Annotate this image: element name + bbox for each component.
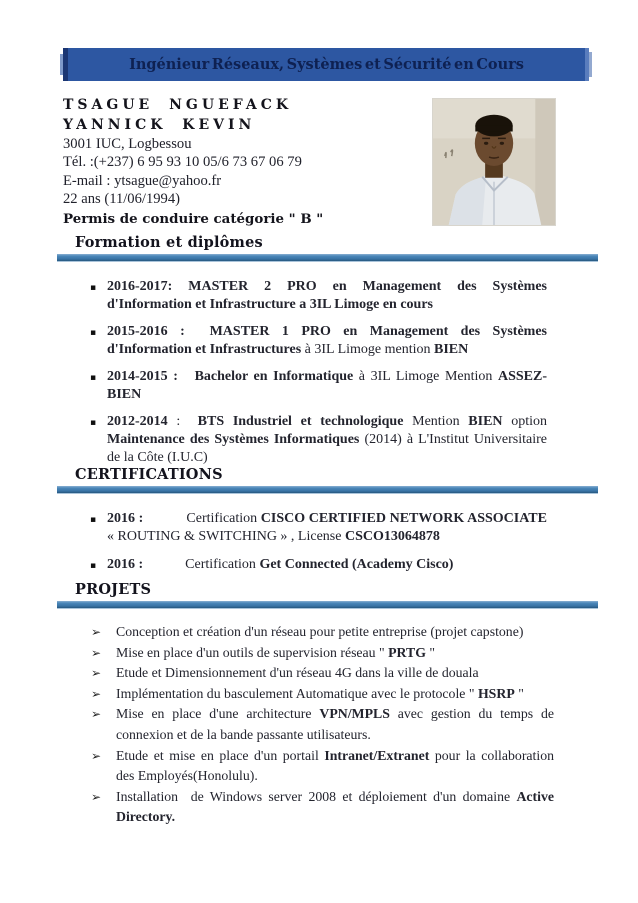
education-item (90, 278, 547, 314)
project-item (90, 643, 554, 664)
education-item (90, 368, 547, 404)
formation-section-title: Formation et diplômes (75, 234, 263, 251)
project-item-text: Installation de Windows server 2008 et déploiement d'un domaine Active Directory. (116, 788, 554, 825)
license-line: Permis de conduire catégorie " B " (63, 210, 324, 227)
project-item (90, 704, 554, 745)
education-item (90, 413, 547, 467)
project-item (90, 746, 554, 787)
project-item (90, 663, 554, 684)
arrow-bullet-icon: ➢ (91, 748, 102, 763)
certification-item-text: 2016 : Certification CISCO CERTIFIED NETWORK ASSOCIATE « ROUTING & SWITCHING » , License CSCO13064878 (107, 511, 547, 544)
square-bullet-icon: ▪ (90, 373, 97, 383)
arrow-bullet-icon: ➢ (91, 686, 102, 701)
project-item (90, 787, 554, 828)
project-item (90, 684, 554, 705)
square-bullet-icon: ▪ (90, 328, 97, 338)
banner-title: Ingénieur Réseaux, Systèmes et Sécurité en Cours (129, 56, 524, 73)
project-item-text: Etude et Dimensionnement d'un réseau 4G dans la ville de douala (116, 665, 479, 681)
phone-line: Tél. :(+237) 6 95 93 10 05/6 73 67 06 79 (63, 154, 302, 171)
square-bullet-icon: ▪ (90, 283, 97, 293)
square-bullet-icon: ▪ (90, 561, 97, 571)
project-item-text: Conception et création d'un réseau pour petite entreprise (projet capstone) (116, 624, 524, 639)
projects-list (90, 622, 554, 828)
education-item-text: 2012-2014 : BTS Industriel et technologique Mention BIEN option Maintenance des Systèmes Informatiques (2014) à L'Institut Universitaire de la Côte (I.U.C) (107, 414, 547, 465)
education-item-text: 2015-2016 : MASTER 1 PRO en Management des Systèmes d'Information et Infrastructures à 3IL Limoge mention BIEN (107, 324, 547, 357)
certifications-section-title: CERTIFICATIONS (75, 466, 223, 483)
education-item-text: 2016-2017: MASTER 2 PRO en Management des Systèmes d'Information et Infrastructure a 3IL Limoge en cours (107, 279, 547, 312)
arrow-bullet-icon: ➢ (91, 666, 102, 681)
identity-block (63, 96, 428, 228)
portrait-image (433, 99, 555, 225)
certifications-list (90, 510, 547, 574)
title-banner (63, 48, 589, 81)
certification-item (90, 510, 547, 546)
project-item-text: Etude et mise en place d'un portail Intranet/Extranet pour la collaboration des Employés(Honolulu). (116, 747, 554, 784)
arrow-bullet-icon: ➢ (91, 789, 102, 804)
projects-section-title: PROJETS (75, 581, 152, 598)
name-line-1: TSAGUE NGUEFACK (63, 97, 293, 113)
project-item-text: Mise en place d'une architecture VPN/MPLS avec gestion du temps de connexion et de la bande passante utilisateurs. (116, 706, 554, 742)
education-item (90, 323, 547, 359)
email-line: E-mail : ytsague@yahoo.fr (63, 172, 222, 189)
formation-list (90, 278, 547, 467)
square-bullet-icon: ▪ (90, 515, 97, 525)
section-projects (57, 581, 598, 828)
formation-underline-bar (57, 254, 598, 262)
certifications-underline-bar (57, 486, 598, 494)
square-bullet-icon: ▪ (90, 418, 97, 428)
projects-underline-bar (57, 601, 598, 609)
profile-photo (432, 98, 556, 226)
arrow-bullet-icon: ➢ (91, 645, 102, 660)
section-certifications (57, 466, 598, 574)
name-line-2: YANNICK KEVIN (63, 116, 256, 133)
project-item (90, 622, 554, 643)
arrow-bullet-icon: ➢ (91, 707, 102, 722)
age-line: 22 ans (11/06/1994) (63, 191, 181, 208)
certification-item (90, 556, 547, 574)
arrow-bullet-icon: ➢ (91, 625, 102, 639)
certification-item-text: 2016 : Certification Get Connected (Academy Cisco) (107, 557, 454, 572)
section-formation (57, 234, 598, 467)
address-line: 3001 IUC, Logbessou (63, 136, 192, 152)
education-item-text: 2014-2015 : Bachelor en Informatique à 3IL Limoge Mention ASSEZ-BIEN (107, 369, 547, 402)
project-item-text: Mise en place d'un outils de supervision réseau " PRTG " (116, 644, 436, 660)
project-item-text: Implémentation du basculement Automatique avec le protocole " HSRP " (116, 685, 524, 701)
